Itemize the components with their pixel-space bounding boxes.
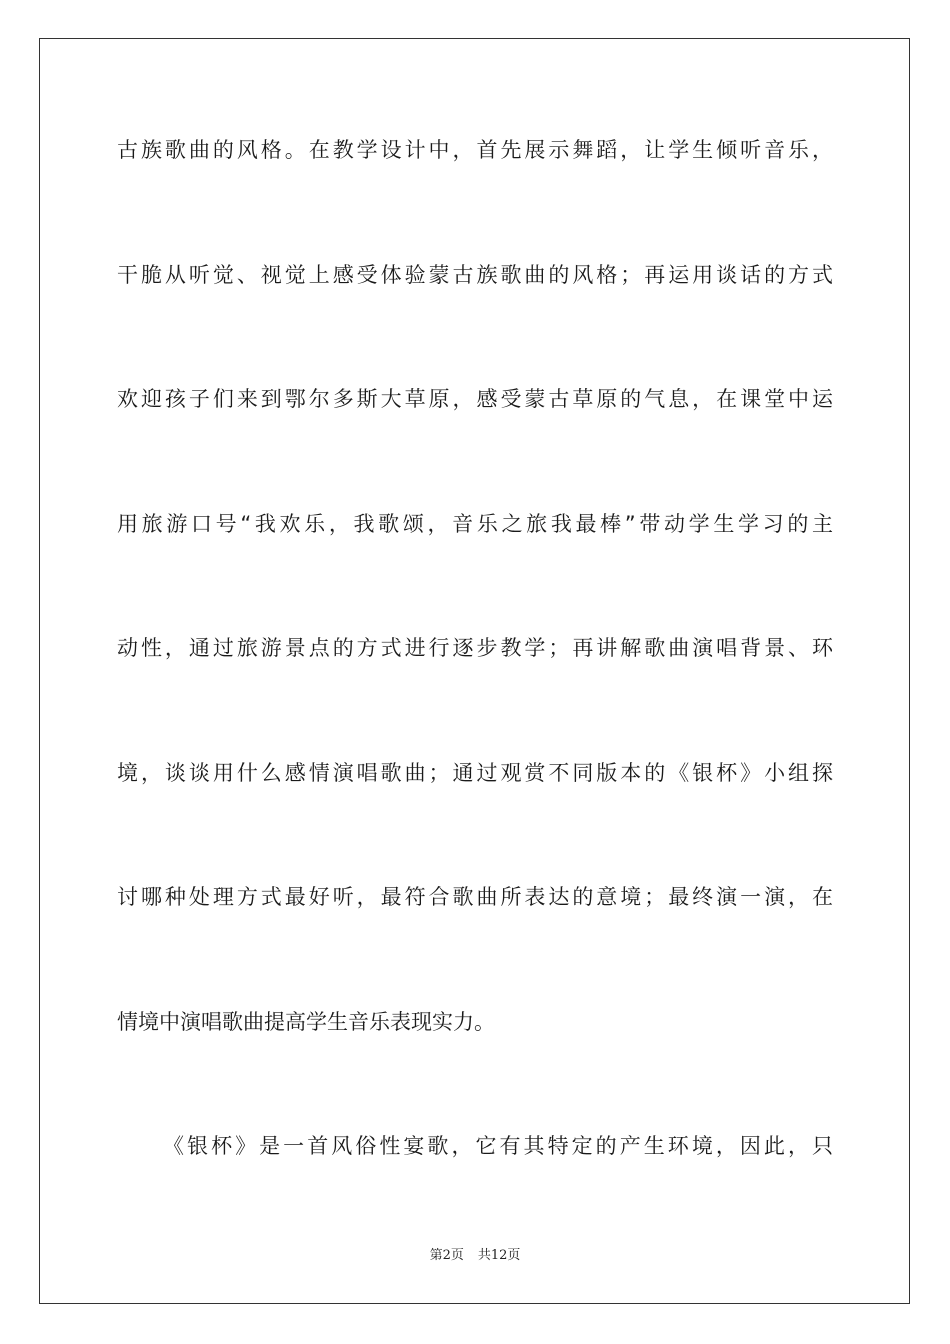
paragraph-line-6: 境，谈谈用什么感情演唱歌曲；通过观赏不同版本的《银杯》小组探: [117, 761, 833, 785]
page-number: 第2页: [429, 1248, 464, 1263]
paragraph-line-4: 用旅游口号“我欢乐，我歌颂，音乐之旅我最棒”带动学生学习的主: [117, 512, 833, 536]
paragraph-line-7: 讨哪种处理方式最好听，最符合歌曲所表达的意境；最终演一演，在: [117, 885, 833, 909]
paragraph-line-9: 《银杯》是一首风俗性宴歌，它有其特定的产生环境，因此，只: [163, 1134, 833, 1158]
paragraph-line-8: 情境中演唱歌曲提高学生音乐表现实力。: [117, 1010, 495, 1034]
page-border: [39, 38, 910, 1304]
page-footer: [0, 1247, 950, 1265]
paragraph-line-5: 动性，通过旅游景点的方式进行逐步教学；再讲解歌曲演唱背景、环: [117, 636, 833, 660]
page-total: 共12页: [477, 1248, 521, 1263]
paragraph-line-3: 欢迎孩子们来到鄂尔多斯大草原，感受蒙古草原的气息，在课堂中运: [117, 387, 833, 411]
paragraph-line-2: 干脆从听觉、视觉上感受体验蒙古族歌曲的风格；再运用谈话的方式: [117, 263, 833, 287]
paragraph-line-1: 古族歌曲的风格。在教学设计中，首先展示舞蹈，让学生倾听音乐，: [117, 138, 833, 162]
